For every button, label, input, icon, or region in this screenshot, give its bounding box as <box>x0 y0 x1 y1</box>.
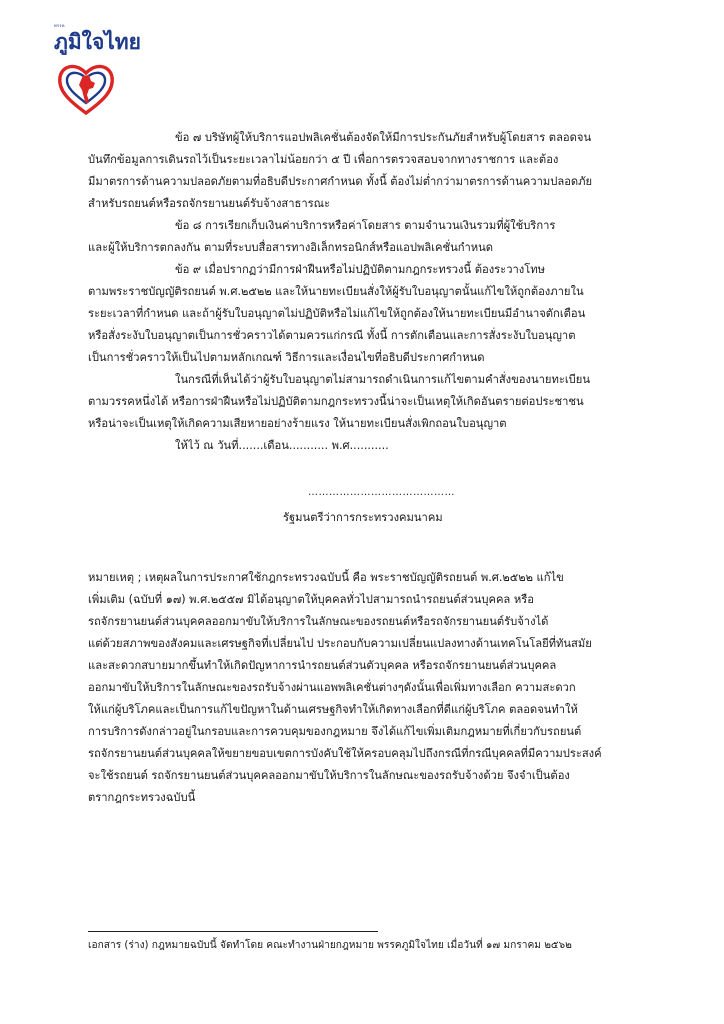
remark-line: ออกมาขับให้บริการในลักษณะของรถรับจ้างผ่านแอพพลิเคชั่นต่างๆดังนั้นเพื่อเพิ่มทางเลือก ความสะดวก <box>88 681 576 694</box>
clause-7-line: สำหรับรถยนต์หรือรถจักรยานยนต์รับจ้างสาธารณะ <box>88 197 331 210</box>
clause-9-paragraph-2 <box>88 369 638 435</box>
clause-7-line: ข้อ ๗ บริษัทผู้ให้บริการแอปพลิเคชั่นต้องจัดให้มีการประกันภัยสำหรับผู้โดยสาร ตลอดจน <box>175 131 592 144</box>
remark-line: จะใช้รถยนต์ รถจักรยานยนต์ส่วนบุคคลออกมาขับให้บริการในลักษณะของรถรับจ้างด้วย จึงจำเป็นต้อง <box>88 769 570 782</box>
clause-9-p2-line: ในกรณีที่เห็นได้ว่าผู้รับใบอนุญาตไม่สามารถดำเนินการแก้ไขตามคำสั่งของนายทะเบียน <box>175 373 590 386</box>
remark-line: แต่ด้วยสภาพของสังคมและเศรษฐกิจที่เปลี่ยนไป ประกอบกับความเปลี่ยนแปลงทางด้านเทคโนโลยีที่ทันสมัย <box>88 637 592 650</box>
clause-9-p2-line: ตามวรรคหนึ่งได้ หรือการฝ่าฝืนหรือไม่ปฏิบัติตามกฎกระทรวงนี้น่าจะเป็นเหตุให้เกิดอันตรายต่อประชาชน <box>88 395 584 408</box>
signature-title: รัฐมนตรีว่าการกระทรวงคมนาคม <box>283 511 443 524</box>
remark-line: ให้แก่ผู้บริโภคและเป็นการแก้ไขปัญหาในด้านเศรษฐกิจทำให้เกิดทางเลือกที่ดีแก่ผู้บริโภค ตลอดจนทำให้ <box>88 703 578 716</box>
clause-9-line: ระยะเวลาที่กำหนด และถ้าผู้รับใบอนุญาตไม่ปฏิบัติหรือไม่แก้ไขให้ถูกต้องให้นายทะเบียนมีอำนาจตักเตือน <box>88 307 586 320</box>
remark-line: เพิ่มเติม (ฉบับที่ ๑๗) พ.ศ.๒๕๕๗ มิได้อนุญาตให้บุคคลทั่วไปสามารถนำรถยนต์ส่วนบุคคล หรือ <box>88 593 534 606</box>
given-date-line: ให้ไว้ ณ วันที่.......เดือน........... พ.ศ........... <box>175 439 389 452</box>
clause-9 <box>88 259 638 369</box>
clause-9-line: หรือสั่งระงับใบอนุญาตเป็นการชั่วคราวได้ตามควรแก่กรณี ทั้งนี้ การตักเตือนและการสั่งระงับใบอนุญาต <box>88 329 576 342</box>
remark-line: หมายเหตุ ; เหตุผลในการประกาศใช้กฎกระทรวงฉบับนี้ คือ พระราชบัญญัติรถยนต์ พ.ศ.๒๕๒๒ แก้ไข <box>88 571 564 584</box>
clause-8-line: และผู้ให้บริการตกลงกัน ตามที่ระบบสื่อสารทางอิเล็กทรอนิกส์หรือแอปพลิเคชั่นกำหนด <box>88 241 494 254</box>
footnote: เอกสาร (ร่าง) กฎหมายฉบับนี้ จัดทำโดย คณะทำงานฝ่ายกฎหมาย พรรคภูมิใจไทย เมื่อวันที่ ๑๗ มกราคม ๒๕๖๒ <box>88 940 572 951</box>
logo-wordmark: ภูมิใจไทย <box>54 30 141 54</box>
signature-line: …………………………………… <box>308 487 455 498</box>
remark-line: รถจักรยานยนต์ส่วนบุคคลให้ขยายขอบเขตการบังคับใช้ให้ครอบคลุมไปถึงกรณีที่กรณีบุคคลที่มีความประสงค์ <box>88 747 602 760</box>
given-date <box>88 435 638 457</box>
clause-8 <box>88 215 638 259</box>
clause-7-line: มีมาตรการด้านความปลอดภัยตามที่อธิบดีประกาศกำหนด ทั้งนี้ ต้องไม่ต่ำกว่ามาตรการด้านความปลอดภัย <box>88 175 593 188</box>
remark-line: และสะดวกสบายมากขึ้นทำให้เกิดปัญหาการนำรถยนต์ส่วนตัวบุคคล หรือรถจักรยานยนต์ส่วนบุคคล <box>88 659 557 672</box>
clause-9-line: ตามพระราชบัญญัติรถยนต์ พ.ศ.๒๕๒๒ และให้นายทะเบียนสั่งให้ผู้รับใบอนุญาตนั้นแก้ไขให้ถูกต้องภายใน <box>88 285 584 298</box>
logo-brand-small: พรรค <box>54 23 65 28</box>
remark-line: รถจักรยานยนต์ส่วนบุคคลออกมาขับให้บริการในลักษณะของรถยนต์หรือรถจักรยานยนต์รับจ้างได้ <box>88 615 549 628</box>
remark-line: การบริการดังกล่าวอยู่ในกรอบและการควบคุมของกฎหมาย จึงได้แก้ไขเพิ่มเติมกฎหมายที่เกี่ยวกับรถยนต์ <box>88 725 582 738</box>
clause-7-line: บันทึกข้อมูลการเดินรถไว้เป็นระยะเวลาไม่น้อยกว่า ๕ ปี เพื่อการตรวจสอบจากทางราชการ และต้อง <box>88 153 559 166</box>
clause-9-p2-line: หรือน่าจะเป็นเหตุให้เกิดความเสียหายอย่างร้ายแรง ให้นายทะเบียนสั่งเพิกถอนใบอนุญาต <box>88 417 507 430</box>
heart-thailand-map-icon <box>56 60 116 116</box>
clause-8-line: ข้อ ๘ การเรียกเก็บเงินค่าบริการหรือค่าโดยสาร ตามจำนวนเงินรวมที่ผู้ใช้บริการ <box>175 219 556 232</box>
clause-9-line: ข้อ ๙ เมื่อปรากฏว่ามีการฝ่าฝืนหรือไม่ปฏิบัติตามกฎกระทรวงนี้ ต้องระวางโทษ <box>175 263 545 276</box>
footnote-divider <box>88 931 378 932</box>
clause-9-line: เป็นการชั่วคราวให้เป็นไปตามหลักเกณฑ์ วิธีการและเงื่อนไขที่อธิบดีประกาศกำหนด <box>88 351 485 364</box>
party-logo <box>40 20 141 120</box>
remark-note <box>88 567 638 809</box>
clause-7 <box>88 127 638 215</box>
remark-line: ตรากฎกระทรวงฉบับนี้ <box>88 791 196 804</box>
